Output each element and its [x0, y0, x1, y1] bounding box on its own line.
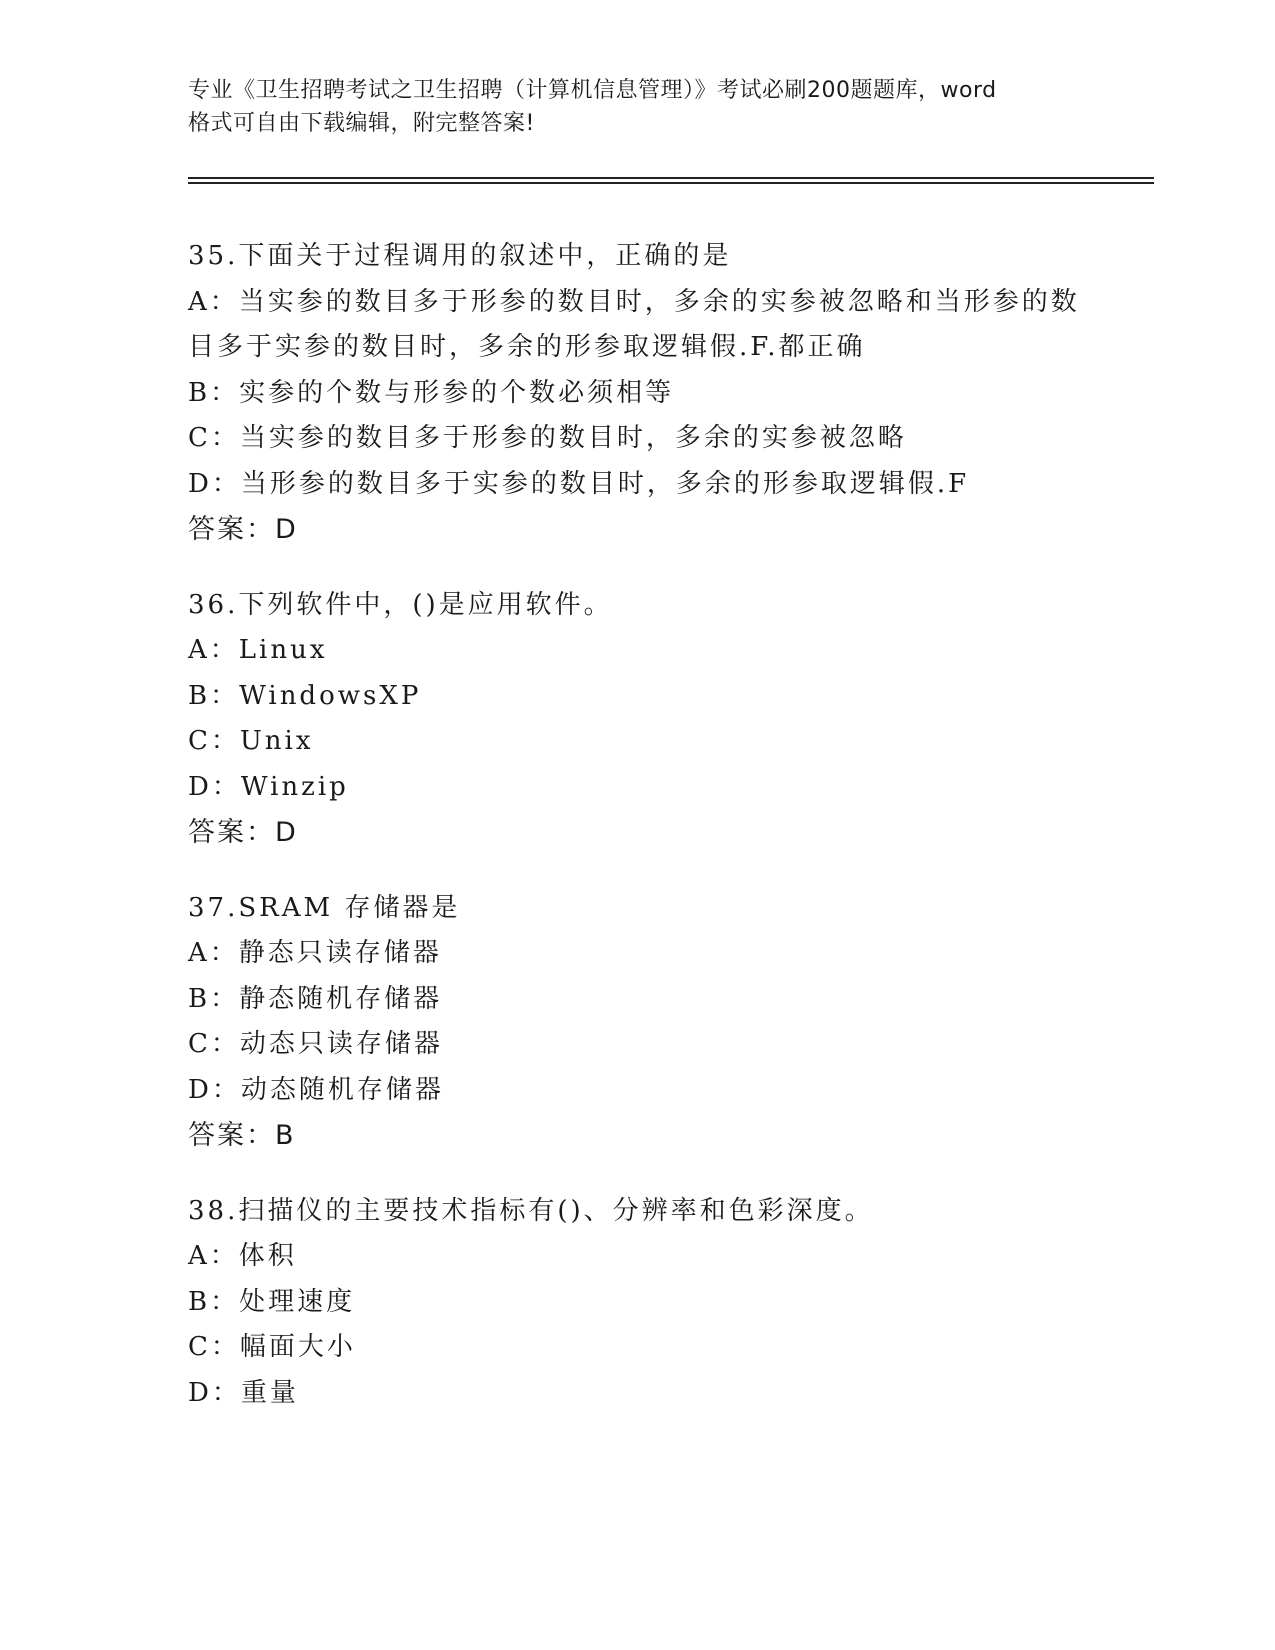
- answer-label: 答案：D: [188, 817, 298, 848]
- question-38: [188, 1189, 1088, 1417]
- option-c: C：当实参的数目多于形参的数目时，多余的实参被忽略: [188, 423, 907, 453]
- answer-label: 答案：B: [188, 1120, 296, 1151]
- question-stem: 35.下面关于过程调用的叙述中，正确的是: [188, 241, 732, 271]
- option-a-continued: 目多于实参的数目时，多余的形参取逻辑假.F.都正确: [188, 332, 866, 362]
- header-divider-bottom: [188, 182, 1154, 184]
- header-divider-top: [188, 177, 1154, 179]
- question-37: [188, 886, 1088, 1159]
- option-d: D：重量: [188, 1377, 299, 1408]
- answer-label: 答案：D: [188, 514, 298, 545]
- question-35: [188, 234, 1088, 553]
- option-b: B：实参的个数与形参的个数必须相等: [188, 377, 675, 408]
- option-a: A：Linux: [188, 635, 328, 665]
- option-a: A：静态只读存储器: [188, 938, 442, 968]
- header-title-line-2: 格式可自由下载编辑，附完整答案!: [188, 111, 535, 136]
- option-d: D：动态随机存储器: [188, 1074, 444, 1105]
- option-c: C：幅面大小: [188, 1332, 356, 1362]
- option-b: B：静态随机存储器: [188, 983, 443, 1014]
- question-stem: 37.SRAM 存储器是: [188, 892, 461, 923]
- option-a: A：当实参的数目多于形参的数目时，多余的实参被忽略和当形参的数: [188, 286, 1080, 317]
- document-header: [188, 74, 1088, 140]
- question-36: [188, 583, 1088, 856]
- option-c: C：动态只读存储器: [188, 1029, 443, 1059]
- question-list: [188, 234, 1088, 1446]
- option-d: D：当形参的数目多于实参的数目时，多余的形参取逻辑假.F: [188, 468, 970, 499]
- option-b: B：WindowsXP: [188, 680, 422, 711]
- option-a: A：体积: [188, 1241, 297, 1271]
- option-c: C：Unix: [188, 726, 314, 756]
- header-title-line-1: 专业《卫生招聘考试之卫生招聘（计算机信息管理）》考试必刷200题题库，word: [188, 78, 997, 103]
- question-stem: 36.下列软件中，()是应用软件。: [188, 589, 613, 620]
- option-d: D：Winzip: [188, 771, 349, 802]
- question-stem: 38.扫描仪的主要技术指标有()、分辨率和色彩深度。: [188, 1195, 874, 1226]
- option-b: B：处理速度: [188, 1286, 356, 1317]
